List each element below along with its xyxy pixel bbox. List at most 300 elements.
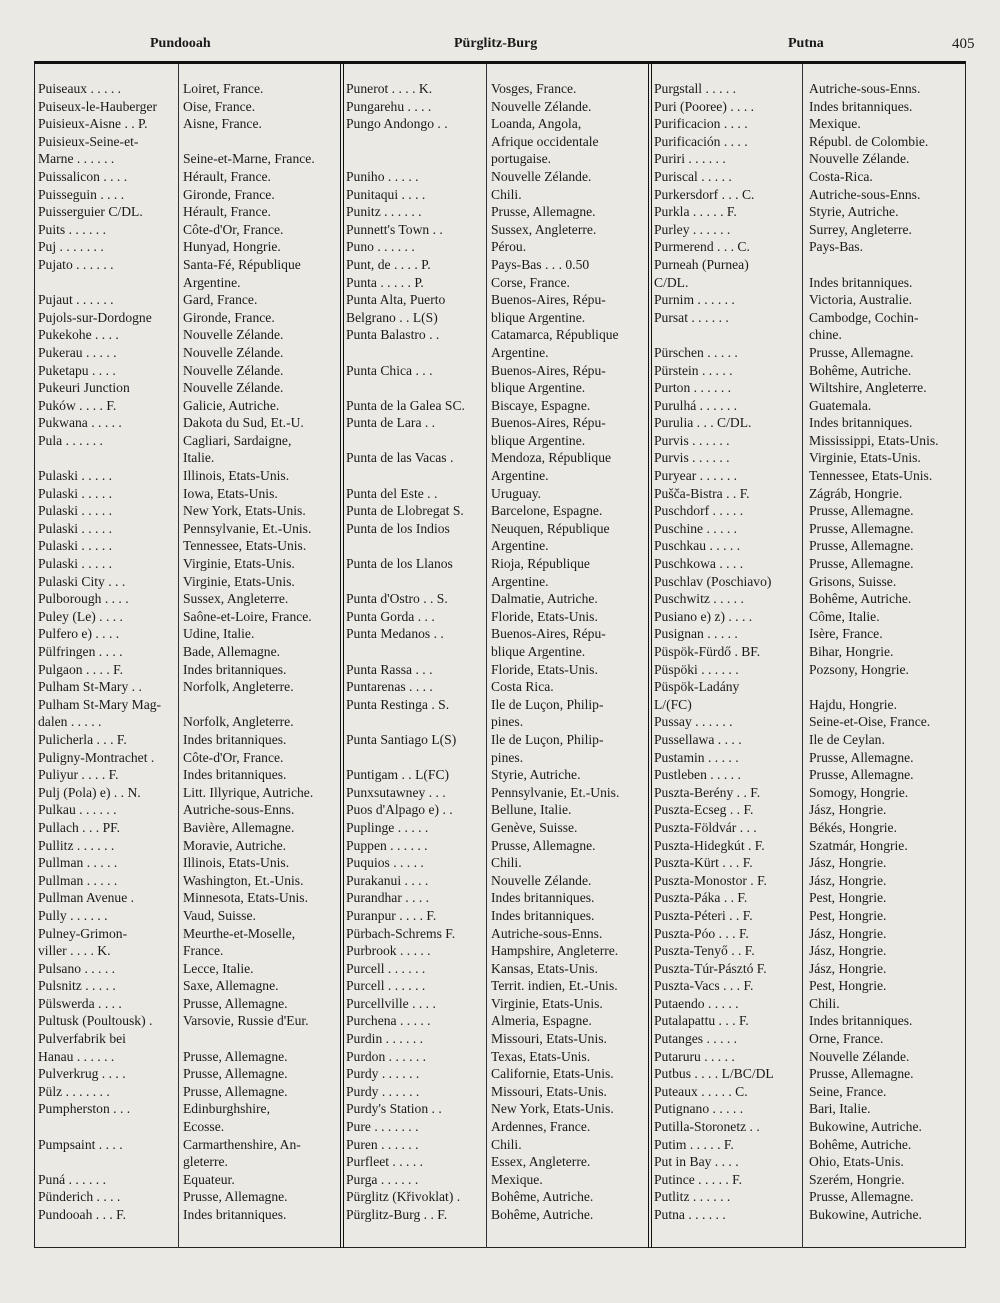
table-row xyxy=(36,449,343,467)
location: Styrie, Autriche. xyxy=(491,767,581,783)
table-row xyxy=(36,502,343,520)
location: Hunyad, Hongrie. xyxy=(183,239,281,255)
table-row xyxy=(344,837,651,855)
place-name: Punta de la Galea SC. xyxy=(346,397,465,413)
location: Virginie, Etats-Unis. xyxy=(183,556,295,572)
location: Mississippi, Etats-Unis. xyxy=(809,432,939,448)
table-row xyxy=(652,678,969,696)
place-name xyxy=(344,643,486,661)
table-row xyxy=(344,414,651,432)
location: Indes britanniques. xyxy=(809,415,913,431)
place-name: Puszta-Péteri . . F. xyxy=(654,907,753,923)
place-name: Puná . . . . . . xyxy=(38,1171,106,1187)
location: Républ. de Colombie. xyxy=(809,133,929,149)
location: Santa-Fé, République xyxy=(183,256,301,272)
place-name: Purcell . . . . . . xyxy=(346,978,426,994)
location: Bukowine, Autriche. xyxy=(809,1119,922,1135)
place-name: Pustleben . . . . . xyxy=(654,767,741,783)
location: Norfolk, Angleterre. xyxy=(183,714,294,730)
location: Cagliari, Sardaigne, xyxy=(183,432,292,448)
table-row xyxy=(344,1012,651,1030)
table-row xyxy=(36,661,343,679)
location: pines. xyxy=(491,714,524,730)
location: portugaise. xyxy=(491,151,552,167)
table-row xyxy=(36,397,343,415)
place-name: Punnett's Town . . xyxy=(346,221,443,237)
location: Ardennes, France. xyxy=(491,1119,591,1135)
place-name: Purton . . . . . . xyxy=(654,380,732,396)
table-row xyxy=(36,784,343,802)
location: Sussex, Angleterre. xyxy=(491,221,597,237)
table-row xyxy=(344,80,651,98)
table-row xyxy=(652,80,969,98)
place-name xyxy=(344,749,486,767)
place-name: Püspöki . . . . . . xyxy=(654,661,739,677)
table-row xyxy=(36,1206,343,1224)
table-row xyxy=(36,115,343,133)
place-name: Puszta-Berény . . F. xyxy=(654,784,761,800)
place-name: Purulhá . . . . . . xyxy=(654,397,738,413)
table-row xyxy=(652,133,969,151)
location: Missouri, Etats-Unis. xyxy=(491,1031,607,1047)
place-name: Puschlav (Poschiavo) xyxy=(654,573,772,589)
location: Mendoza, République xyxy=(491,450,612,466)
location: Seine, France. xyxy=(809,1083,887,1099)
table-row xyxy=(344,1065,651,1083)
location: Corse, France. xyxy=(491,274,570,290)
location: Lecce, Italie. xyxy=(183,960,254,976)
place-name xyxy=(344,379,486,397)
place-name: Puley (Le) . . . . xyxy=(38,608,123,624)
table-row xyxy=(344,291,651,309)
location: Nouvelle Zélande. xyxy=(809,1048,910,1064)
location: blique Argentine. xyxy=(491,309,586,325)
place-name: Purdy . . . . . . xyxy=(346,1083,420,1099)
place-name: Pülz . . . . . . . xyxy=(38,1083,110,1099)
place-name: viller . . . . K. xyxy=(38,943,111,959)
location: Pest, Hongrie. xyxy=(809,978,887,994)
location: Nouvelle Zélande. xyxy=(491,168,592,184)
place-name: Puszta-Páka . . F. xyxy=(654,890,748,906)
place-name: Pullach . . . PF. xyxy=(38,819,120,835)
table-row xyxy=(652,1083,969,1101)
location: Buenos-Aires, Répu- xyxy=(491,292,606,308)
place-name: Puits . . . . . . xyxy=(38,221,106,237)
location: Chili. xyxy=(491,186,522,202)
table-row xyxy=(36,256,343,274)
location: Nouvelle Zélande. xyxy=(183,380,284,396)
header-last-entry: Putna xyxy=(788,36,824,51)
place-name: Pujols-sur-Dordogne xyxy=(38,309,152,325)
location: Indes britanniques. xyxy=(809,274,913,290)
place-name: Pulaski . . . . . xyxy=(38,520,113,536)
location: Prusse, Allemagne. xyxy=(183,1083,288,1099)
place-name xyxy=(344,713,486,731)
place-name xyxy=(36,1118,178,1136)
place-name: Purkersdorf . . . C. xyxy=(654,186,755,202)
location: Prusse, Allemagne. xyxy=(809,1066,914,1082)
table-row xyxy=(344,98,651,116)
location: Biscaye, Espagne. xyxy=(491,397,591,413)
location: Illinois, Etats-Unis. xyxy=(183,468,290,484)
location: Dalmatie, Autriche. xyxy=(491,591,598,607)
place-name: Pürbach-Schrems F. xyxy=(346,925,456,941)
place-name: Put in Bay . . . . xyxy=(654,1154,739,1170)
place-name xyxy=(344,573,486,591)
table-row xyxy=(36,1188,343,1206)
location: Prusse, Allemagne. xyxy=(809,556,914,572)
location: Côte-d'Or, France. xyxy=(183,749,284,765)
place-name: Pulaski . . . . . xyxy=(38,538,113,554)
place-name: C/DL. xyxy=(654,274,689,290)
table-row xyxy=(344,678,651,696)
table-row xyxy=(36,1065,343,1083)
place-name: Puisieux-Aisne . . P. xyxy=(38,116,148,132)
place-name: Puisieux-Seine-et- xyxy=(38,133,139,149)
place-name: Purgstall . . . . . xyxy=(654,81,737,96)
location: Nouvelle Zélande. xyxy=(491,98,592,114)
table-row xyxy=(344,1083,651,1101)
table-row xyxy=(344,485,651,503)
table-row xyxy=(652,819,969,837)
table-row xyxy=(36,1048,343,1066)
table-row xyxy=(344,608,651,626)
place-name: Puren . . . . . . xyxy=(346,1136,419,1152)
place-name: Pundooah . . . F. xyxy=(38,1207,127,1222)
table-row xyxy=(344,379,651,397)
place-name: Puriri . . . . . . xyxy=(654,151,726,167)
place-name: Pulney-Grimon- xyxy=(38,925,128,941)
place-name: Pulaski . . . . . xyxy=(38,485,113,501)
place-name: Purkla . . . . . F. xyxy=(654,204,737,220)
table-row xyxy=(344,573,651,591)
place-name: Puszta-Vacs . . . F. xyxy=(654,978,754,994)
place-name: Pullitz . . . . . . xyxy=(38,837,115,853)
table-row xyxy=(344,1171,651,1189)
place-name: Purificacion . . . . xyxy=(654,116,748,132)
place-name: Marne . . . . . . xyxy=(38,151,115,167)
location: Essex, Angleterre. xyxy=(491,1154,591,1170)
place-name: Pujaut . . . . . . xyxy=(38,292,114,308)
place-name: Puranpur . . . . F. xyxy=(346,907,437,923)
location: chine. xyxy=(809,327,842,343)
table-row xyxy=(344,1048,651,1066)
place-name: Purdy . . . . . . xyxy=(346,1066,420,1082)
table-row xyxy=(36,1171,343,1189)
table-row xyxy=(652,801,969,819)
place-name: Putaendo . . . . . xyxy=(654,995,739,1011)
place-name: Puketapu . . . . xyxy=(38,362,116,378)
location: Dakota du Sud, Et.-U. xyxy=(183,415,304,431)
place-name xyxy=(36,449,178,467)
table-row xyxy=(652,608,969,626)
place-name: Purchena . . . . . xyxy=(346,1013,431,1029)
location: Costa-Rica. xyxy=(809,168,873,184)
location: Italie. xyxy=(183,450,215,466)
table-row xyxy=(344,977,651,995)
table-row xyxy=(344,133,651,151)
location: Catamarca, République xyxy=(491,327,619,343)
location: Vosges, France. xyxy=(491,81,577,96)
location: Bohême, Autriche. xyxy=(809,1136,912,1152)
table-row xyxy=(344,889,651,907)
table-row xyxy=(36,1100,343,1118)
table-row xyxy=(344,713,651,731)
location xyxy=(178,133,343,151)
table-row xyxy=(36,889,343,907)
location: Zágráb, Hongrie. xyxy=(809,485,903,501)
table-row xyxy=(36,643,343,661)
table-row xyxy=(652,274,969,292)
location: Ile de Luçon, Philip- xyxy=(491,731,604,747)
location: Prusse, Allemagne. xyxy=(809,1189,914,1205)
table-row xyxy=(36,520,343,538)
location: Litt. Illyrique, Autriche. xyxy=(183,784,314,800)
location: Meurthe-et-Moselle, xyxy=(183,925,296,941)
place-name: L/(FC) xyxy=(654,696,692,712)
header-middle-entry: Pürglitz-Burg xyxy=(454,36,538,51)
place-name xyxy=(344,432,486,450)
table-row xyxy=(36,291,343,309)
table-row xyxy=(652,1030,969,1048)
place-name: Pullman . . . . . xyxy=(38,855,118,871)
table-row xyxy=(344,274,651,292)
table-row xyxy=(344,661,651,679)
place-name: Pula . . . . . . xyxy=(38,432,103,448)
table-row xyxy=(652,1206,969,1224)
table-row xyxy=(36,326,343,344)
table-row xyxy=(36,1136,343,1154)
location: Galicie, Autriche. xyxy=(183,397,280,413)
place-name: Purfleet . . . . . xyxy=(346,1154,424,1170)
place-name: Pumpherston . . . xyxy=(38,1101,131,1117)
table-row xyxy=(652,889,969,907)
location: Surrey, Angleterre. xyxy=(809,221,912,237)
location: Pest, Hongrie. xyxy=(809,890,887,906)
table-row xyxy=(36,854,343,872)
table-row xyxy=(652,766,969,784)
table-row xyxy=(36,819,343,837)
location: Seine-et-Marne, France. xyxy=(183,151,315,167)
place-name: Puri (Pooree) . . . . xyxy=(654,98,755,114)
table-row xyxy=(344,1206,651,1224)
table-row xyxy=(344,766,651,784)
gazetteer-column-2 xyxy=(344,80,651,1224)
location: Wiltshire, Angleterre. xyxy=(809,380,927,396)
table-row xyxy=(344,326,651,344)
place-name: Puschdorf . . . . . xyxy=(654,503,744,519)
location: Ile de Luçon, Philip- xyxy=(491,696,604,712)
location: Autriche-sous-Enns. xyxy=(183,802,295,818)
place-name: Puszta-Hidegkút . F. xyxy=(654,837,765,853)
place-name: Purakanui . . . . xyxy=(346,872,429,888)
place-name: Pulj (Pola) e) . . N. xyxy=(38,784,141,800)
place-name: Punta de las Vacas . xyxy=(346,450,454,466)
location: Gironde, France. xyxy=(183,309,275,325)
place-name: Pukerau . . . . . xyxy=(38,344,117,360)
location: Aisne, France. xyxy=(183,116,262,132)
location: Prusse, Allemagne. xyxy=(183,1048,288,1064)
location: Argentine. xyxy=(183,274,241,290)
location: Bavière, Allemagne. xyxy=(183,819,295,835)
place-name: Pušča-Bistra . . F. xyxy=(654,485,750,501)
location: Guatemala. xyxy=(809,397,872,413)
table-row xyxy=(652,854,969,872)
table-row xyxy=(36,625,343,643)
gazetteer-column-1 xyxy=(36,80,343,1224)
location: Moravie, Autriche. xyxy=(183,837,287,853)
location: Territ. indien, Et.-Unis. xyxy=(491,978,618,994)
place-name: Puszta-Tenyő . . F. xyxy=(654,943,755,959)
place-name: Puiseux-le-Hauberger xyxy=(38,98,158,114)
table-row xyxy=(36,186,343,204)
place-name: Punxsutawney . . . xyxy=(346,784,446,800)
place-name: Pukwana . . . . . xyxy=(38,415,122,431)
table-row xyxy=(652,344,969,362)
place-name: Pürstein . . . . . xyxy=(654,362,733,378)
place-name: dalen . . . . . xyxy=(38,714,102,730)
location: Indes britanniques. xyxy=(491,890,595,906)
place-name: Punerot . . . . K. xyxy=(346,81,433,96)
location: Nouvelle Zélande. xyxy=(491,872,592,888)
place-name: Pulverfabrik bei xyxy=(38,1031,126,1047)
table-row xyxy=(344,625,651,643)
location: France. xyxy=(183,943,224,959)
table-row xyxy=(36,203,343,221)
place-name: Puntigam . . L(FC) xyxy=(346,767,450,783)
place-name: Pungarehu . . . . xyxy=(346,98,432,114)
location: Indes britanniques. xyxy=(183,661,287,677)
location: Udine, Italie. xyxy=(183,626,255,642)
place-name: Puszta-Kürt . . . F. xyxy=(654,855,753,871)
location: Floride, Etats-Unis. xyxy=(491,608,598,624)
place-name xyxy=(344,133,486,151)
location: pines. xyxy=(491,749,524,765)
table-row xyxy=(344,1153,651,1171)
place-name: Pustamin . . . . . xyxy=(654,749,739,765)
table-row xyxy=(36,221,343,239)
place-name: Puliyur . . . . F. xyxy=(38,767,119,783)
table-row xyxy=(36,1118,343,1136)
place-name: Purvis . . . . . . xyxy=(654,450,730,466)
location: Autriche-sous-Enns. xyxy=(809,81,921,96)
place-name: Puos d'Alpago e) . . xyxy=(346,802,453,818)
place-name: Punta Balastro . . xyxy=(346,327,440,343)
place-name: Belgrano . . L(S) xyxy=(346,309,438,325)
table-row xyxy=(652,98,969,116)
location: Nouvelle Zélande. xyxy=(183,362,284,378)
place-name xyxy=(344,537,486,555)
place-name: Pülswerda . . . . xyxy=(38,995,122,1011)
location: Prusse, Allemagne. xyxy=(809,503,914,519)
place-name: Pussellawa . . . . xyxy=(654,731,742,747)
table-row xyxy=(344,432,651,450)
location: Tennessee, Etats-Unis. xyxy=(809,468,933,484)
place-name: Pulham St-Mary . . xyxy=(38,679,142,695)
location: Gironde, France. xyxy=(183,186,275,202)
location: Washington, Et.-Unis. xyxy=(183,872,304,888)
place-name: Punta de Llobregat S. xyxy=(346,503,464,519)
place-name: Punta Alta, Puerto xyxy=(346,292,446,308)
table-row xyxy=(36,907,343,925)
table-row xyxy=(652,907,969,925)
place-name: Purga . . . . . . xyxy=(346,1171,419,1187)
table-row xyxy=(652,1048,969,1066)
location: Bohême, Autriche. xyxy=(809,591,912,607)
location: Prusse, Allemagne. xyxy=(809,344,914,360)
location: blique Argentine. xyxy=(491,644,586,659)
place-name: Pursat . . . . . . xyxy=(654,309,729,325)
location: Prusse, Allemagne. xyxy=(809,749,914,765)
table-row xyxy=(36,1083,343,1101)
table-row xyxy=(36,1153,343,1171)
table-row xyxy=(344,643,651,661)
location: Cambodge, Cochin- xyxy=(809,309,919,325)
gazetteer-column-3 xyxy=(652,80,969,1224)
location: Bari, Italie. xyxy=(809,1101,871,1117)
location: Buenos-Aires, Répu- xyxy=(491,415,606,431)
page-number: 405 xyxy=(952,36,975,52)
location: Autriche-sous-Enns. xyxy=(491,925,603,941)
table-row xyxy=(36,98,343,116)
table-row xyxy=(652,256,969,274)
location: Floride, Etats-Unis. xyxy=(491,661,598,677)
location: Jász, Hongrie. xyxy=(809,855,887,871)
place-name: Püspök-Ladány xyxy=(654,679,740,695)
table-row xyxy=(344,801,651,819)
location: Nouvelle Zélande. xyxy=(183,344,284,360)
location: Buenos-Aires, Répu- xyxy=(491,626,606,642)
location: Prusse, Allemagne. xyxy=(491,204,596,220)
table-row xyxy=(344,150,651,168)
location: Texas, Etats-Unis. xyxy=(491,1048,591,1064)
table-row xyxy=(652,291,969,309)
place-name: Hanau . . . . . . xyxy=(38,1048,115,1064)
place-name: Putince . . . . . F. xyxy=(654,1171,743,1187)
location: Mexique. xyxy=(809,116,861,132)
table-row xyxy=(36,485,343,503)
table-row xyxy=(36,960,343,978)
table-row xyxy=(344,203,651,221)
place-name xyxy=(344,150,486,168)
place-name: Punitz . . . . . . xyxy=(346,204,422,220)
table-row xyxy=(344,362,651,380)
location xyxy=(178,696,343,714)
location: Pérou. xyxy=(491,239,527,255)
table-row xyxy=(36,168,343,186)
table-row xyxy=(652,150,969,168)
location: Hajdu, Hongrie. xyxy=(809,696,897,712)
table-row xyxy=(344,168,651,186)
table-row xyxy=(344,784,651,802)
location: Indes britanniques. xyxy=(183,731,287,747)
location: Loiret, France. xyxy=(183,81,264,96)
location xyxy=(804,678,969,696)
table-row xyxy=(652,449,969,467)
table-row xyxy=(344,555,651,573)
location: Côme, Italie. xyxy=(809,608,880,624)
location: Ohio, Etats-Unis. xyxy=(809,1154,904,1170)
place-name: Purificación . . . . xyxy=(654,133,748,149)
location: Jász, Hongrie. xyxy=(809,943,887,959)
location: Nouvelle Zélande. xyxy=(809,151,910,167)
table-row xyxy=(36,309,343,327)
location: Prusse, Allemagne. xyxy=(183,1066,288,1082)
location: Isère, France. xyxy=(809,626,883,642)
place-name: Puissalicon . . . . xyxy=(38,168,128,184)
table-row xyxy=(652,696,969,714)
place-name: Punta . . . . . P. xyxy=(346,274,424,290)
